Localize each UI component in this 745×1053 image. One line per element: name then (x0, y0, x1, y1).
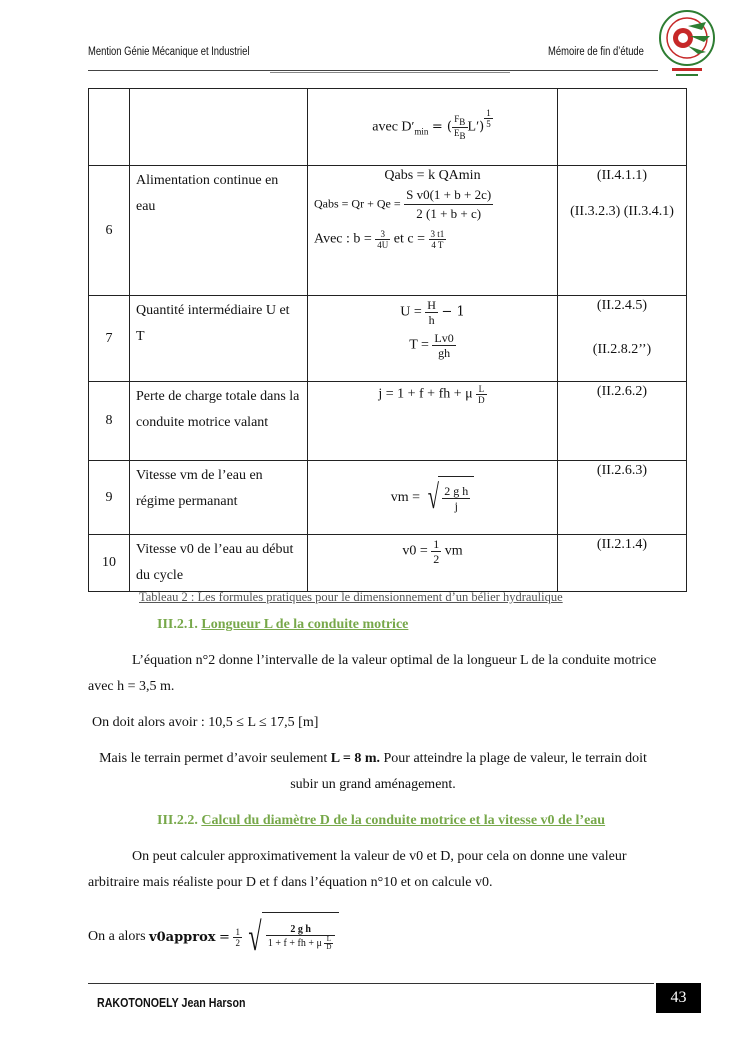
paragraph-longueur: L’équation n°2 donne l’intervalle de la valeur optimal de la longueur L de la conduite motrice avec h = 3,5 m. (88, 653, 657, 694)
table-caption: Tableau 2 : Les formules pratiques pour le dimensionnement d’un bélier hydraulique (139, 590, 563, 604)
row-description: Vitesse v0 de l’eau au début du cycle (130, 535, 308, 592)
formula-qabs: Qabs = k QAmin Qabs = Qr + Qe = $\frac{\text{S v0(1 + b + 2c)}}{2 (1 + b + c)}$ Avec : b = $\frac{3}{4U}$ et c = $\frac{3 t1}{4 T}$ (308, 166, 558, 296)
formula-dmin: avec $D'_{min}$ = ( $\frac{F_B}{E_B}$ L′) $^{\frac{1}{5}}$ (308, 89, 558, 166)
formula-j: j = 1 + f + fh + μ $\frac{L}{D}$ (308, 382, 558, 461)
table-row (89, 461, 687, 535)
page-number: 43 (656, 983, 701, 1013)
section-heading-diametre: III.2.2. Calcul du diamètre D de la conduite motrice et la vitesse v0 de l’eau (157, 813, 606, 828)
header-left-title: Mention Génie Mécanique et Industriel (88, 46, 250, 58)
paragraph-approx: On peut calculer approximativement la valeur de v0 et D, pour cela on donne une valeur arbitraire mais réaliste pour D et f dans l’équation n°10 et on calcule v0. (88, 849, 627, 890)
row-number: 8 (89, 382, 130, 461)
row-description: Vitesse vm de l’eau en régime permanant (130, 461, 308, 535)
footer-rule (88, 983, 654, 984)
reference-cell: (II.2.6.2) (558, 382, 687, 461)
row-number: 6 (89, 166, 130, 296)
formula-u-t: U = $\frac{H}{h}$ − 1 T = $\frac{Lv0}{gh}$ (308, 296, 558, 382)
header-rule (88, 70, 658, 71)
reference-cell: (II.2.4.5) (II.2.8.2’’) (558, 296, 687, 382)
table-row (89, 89, 687, 166)
table-row (89, 382, 687, 461)
footer-author: RAKOTONOELY Jean Harson (97, 995, 246, 1010)
header-right-title: Mémoire de fin d’étude (548, 46, 644, 58)
university-logo (658, 8, 716, 82)
row-number: 9 (89, 461, 130, 535)
row-number: 7 (89, 296, 130, 382)
reference-cell: (II.2.1.4) (558, 535, 687, 592)
equation-v0approx: On a alors v0approx = $\frac{1}{2}$ √ 2 g h 1 + f + fh + μ $\frac{L}{D}$ (88, 912, 339, 962)
table-row (89, 166, 687, 296)
table-row (89, 296, 687, 382)
section-heading-longueur: III.2.1. Longueur L de la conduite motrice (157, 617, 409, 632)
reference-cell: (II.4.1.1) (II.3.2.3) (II.3.4.1) (558, 166, 687, 296)
header-rule-secondary (270, 72, 510, 73)
row-description: Perte de charge totale dans la conduite motrice valant (130, 382, 308, 461)
reference-cell: (II.2.6.3) (558, 461, 687, 535)
row-description: Quantité intermédiaire U et T (130, 296, 308, 382)
paragraph-interval: On doit alors avoir : 10,5 ≤ L ≤ 17,5 [m] (92, 715, 319, 730)
formula-vm: vm = √ 2 g h j (308, 461, 558, 535)
row-number: 10 (89, 535, 130, 592)
table-row (89, 535, 687, 592)
formula-v0: v0 = $\frac{1}{2}$ vm (308, 535, 558, 592)
formulas-table (88, 88, 687, 592)
paragraph-terrain: Mais le terrain permet d’avoir seulement L = 8 m. Pour atteindre la plage de valeur, le terrain doit subir un grand aménagement. (99, 751, 647, 792)
row-description: Alimentation continue en eau (130, 166, 308, 296)
